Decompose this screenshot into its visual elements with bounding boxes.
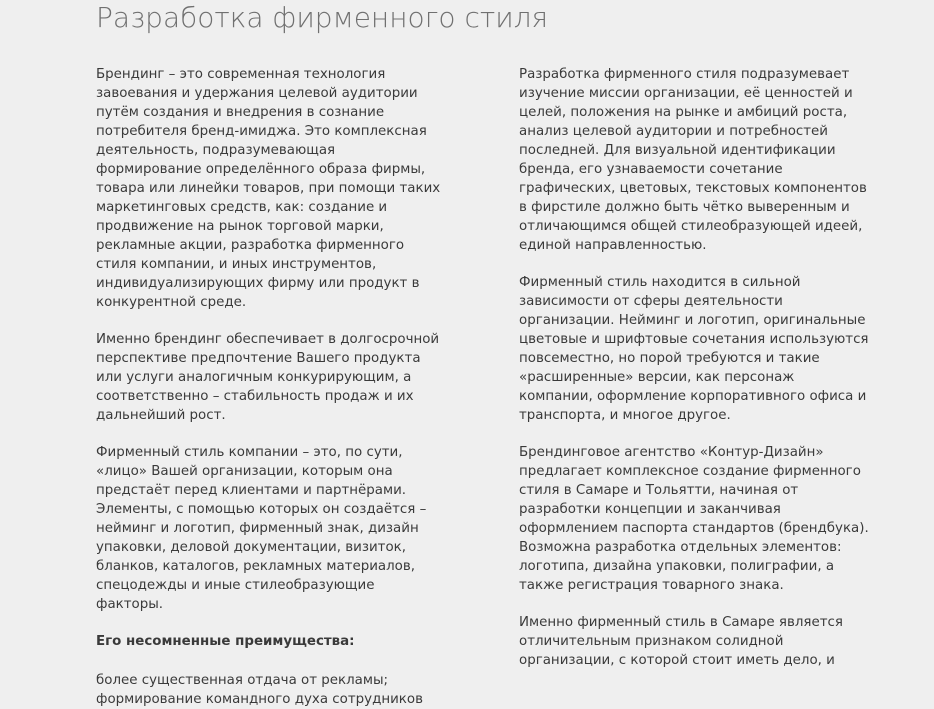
advantages-heading: Его несомненные преимущества: <box>96 634 355 649</box>
paragraph-style-dependence: Фирменный стиль находится в сильной зависимости от сферы деятельности организации. Нейминг и логотип, оригинальные цветовые и шрифтовые сочетания используются повсеместно, но порой требуются и такие «расширенные» версии, как персонаж компании, оформление корпоративного офиса и транспорта, и многое другое. <box>519 275 869 423</box>
advantages-list-item: формирование командного духа сотрудников <box>96 692 423 707</box>
right-text-column <box>519 65 869 688</box>
paragraph-branding-benefit: Именно брендинг обеспечивает в долгосрочной перспективе предпочтение Вашего продукта или услуги аналогичным конкурирующим, а соответственно – стабильность продаж и их дальнейший рост. <box>96 332 440 423</box>
paragraph-agency-offer: Брендинговое агентство «Контур-Дизайн» предлагает комплексное создание фирменного стиля в Самаре и Тольятти, начиная от разработки концепции и заканчивая оформлением паспорта стандартов (брендбука). Возможна разработка отдельных элементов: логотипа, дизайна упаковки, полиграфии, а также регистрация товарного знака. <box>519 445 869 593</box>
left-text-column <box>96 65 441 709</box>
advantages-list-item: более существенная отдача от рекламы; <box>96 673 389 688</box>
paragraph-corporate-style: Фирменный стиль компании – это, по сути, «лицо» Вашей организации, которым она предстаёт перед клиентами и партнёрами. Элементы, с помощью которых он создаётся – нейминг и логотип, фирменный знак, дизайн упаковки, деловой документации, визиток, бланков, каталогов, рекламных материалов, спецодежды и иные стилеобразующие факторы. <box>96 445 427 612</box>
paragraph-branding-definition: Брендинг – это современная технология завоевания и удержания целевой аудитории путём создания и внедрения в сознание потребителя бренд-имиджа. Это комплексная деятельность, подразумевающая формирование определённого образа фирмы, товара или линейки товаров, при помощи таких маркетинговых средств, как: создание и продвижение на рынок торговой марки, рекламные акции, разработка фирменного стиля компании, и иных инструментов, индивидуализирующих фирму или продукт в конкурентной среде. <box>96 67 441 310</box>
paragraph-style-distinction: Именно фирменный стиль в Самаре является отличительным признаком солидной организации, с которой стоит иметь дело, и <box>519 615 843 668</box>
paragraph-style-development: Разработка фирменного стиля подразумевает изучение миссии организации, её ценностей и целей, положения на рынке и амбиций роста, анализ целевой аудитории и потребностей последней. Для визуальной идентификации бренда, его узнаваемости сочетание графических, цветовых, текстовых компонентов в фирстиле должно быть чётко выверенным и отличающимся общей стилеобразующей идеей, единой направленностью. <box>519 67 867 253</box>
page-title: Разработка фирменного стиля <box>96 1 549 34</box>
